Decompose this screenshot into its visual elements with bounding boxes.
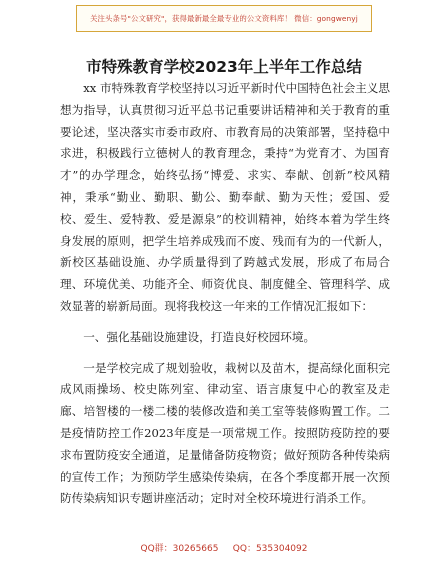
contact-footer: QQ群：30265665 QQ：535304092 [140, 544, 308, 554]
document-title: 市特殊教育学校2023年上半年工作总结 [86, 58, 362, 76]
promo-banner-text: 关注头条号"公文研究"，获得最新最全最专业的公文资料库！ 微信：gongwenyj [90, 14, 358, 23]
intro-paragraph: xx 市特殊教育学校坚持以习近平新时代中国特色社会主义思想为指导，认真贯彻习近平总书记重要讲话精神和关于教育的重要论述，坚决落实市委市政府、市教育局的决策部署，坚持稳中求进，积极践行立德树人的教育理念，秉持“为党育才、为国育才”的办学理念，始终弘扬“博爱、求实、奉献、创新”校风精神，秉承“勤业、勤职、勤公、勤奉献、勤为天性；爱国、爱校、爱生、爱特教、爱是源泉”的校训精神，始终本着为学生终身发展的原则，把学生培养成残而不废、残而有为的一代新人，新校区基础设施、办学质量得到了跨越式发展，形成了布局合理、环境优美、功能齐全、师资优良、制度健全、管理科学、成效显著的崭新局面。现将我校这一年来的工作情况汇报如下： [60, 81, 390, 313]
section-heading: 一、强化基础设施建设，打造良好校园环境。 [83, 329, 316, 344]
document-body [60, 78, 390, 510]
body-paragraph: 一是学校完成了规划验收，栽树以及苗木，提高绿化面积完成风雨操场、校史陈列室、律动室、语言康复中心的教室及走廊、培智楼的一楼二楼的装修改造和美工室等装修购置工作。二是疫情防控工作2023年度是一项常规工作。按照防疫防控的要求布置防疫安全通道，足量储备防疫物资；做好预防各种传染病的宣传工作；为预防学生感染传染病，在各个季度都开展一次预防传染病知识专题讲座活动；定时对全校环境进行消杀工作。 [60, 360, 390, 506]
promo-banner [76, 5, 372, 32]
